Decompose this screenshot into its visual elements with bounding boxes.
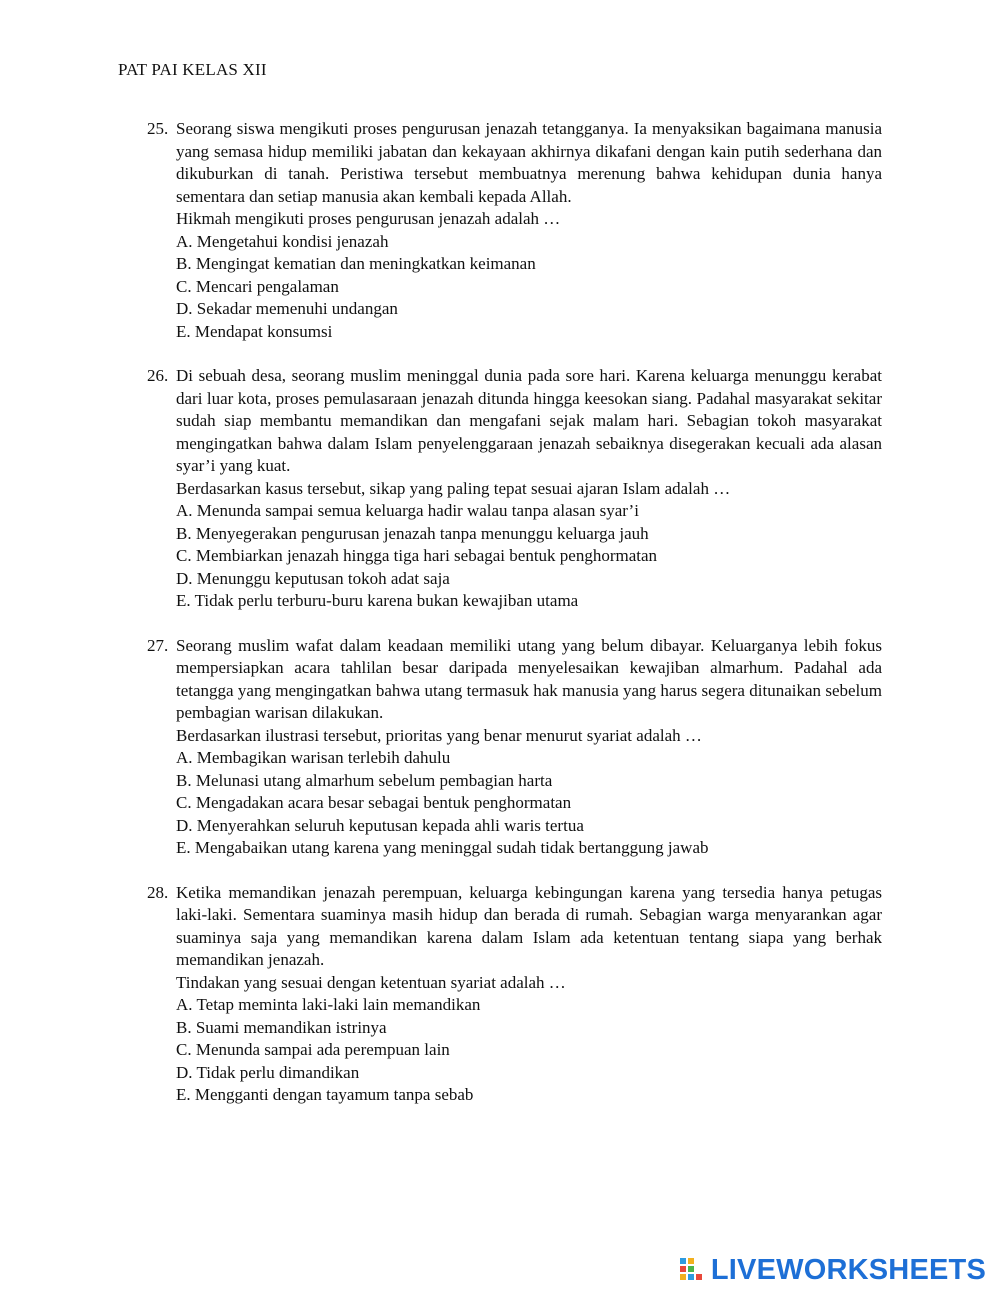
- option-c[interactable]: C. Mencari pengalaman: [176, 276, 339, 296]
- question-number: 28.: [147, 882, 169, 902]
- liveworksheets-logo-icon: [679, 1257, 707, 1285]
- question-number: 26.: [147, 366, 169, 385]
- answer-options: [176, 747, 882, 860]
- page-header: [118, 60, 267, 80]
- option-b[interactable]: B. Mengingat kematian dan meningkatkan keimanan: [176, 254, 536, 273]
- question-26: [147, 365, 882, 613]
- question-28: [147, 882, 882, 1107]
- option-d[interactable]: D. Sekadar memenuhi undangan: [176, 299, 398, 318]
- option-a[interactable]: A. Mengetahui kondisi jenazah: [176, 231, 389, 251]
- question-prompt: Hikmah mengikuti proses pengurusan jenazah adalah …: [176, 209, 561, 228]
- answer-options: [176, 231, 882, 344]
- question-prompt: Berdasarkan kasus tersebut, sikap yang paling tepat sesuai ajaran Islam adalah …: [176, 478, 731, 498]
- question-27: [147, 635, 882, 860]
- liveworksheets-logo: [679, 1254, 986, 1287]
- answer-options: [176, 500, 882, 613]
- question-stem: Seorang siswa mengikuti proses pengurusan jenazah tetangganya. Ia menyaksikan bagaimana manusia yang semasa hidup memiliki jabatan dan kekayaan akhirnya dikafani dengan kain putih sederhana dan dikuburkan di tanah. Peristiwa tersebut membuatnya merenung bahwa kehidupan dunia hanya sementara dan setiap manusia akan kembali kepada Allah.: [176, 119, 882, 206]
- option-e[interactable]: E. Mendapat konsumsi: [176, 321, 333, 341]
- option-e[interactable]: E. Mengabaikan utang karena yang meninggal sudah tidak bertanggung jawab: [176, 838, 709, 857]
- question-prompt: Tindakan yang sesuai dengan ketentuan syariat adalah …: [176, 972, 566, 992]
- option-d[interactable]: D. Menyerahkan seluruh keputusan kepada ahli waris tertua: [176, 815, 584, 835]
- option-c[interactable]: C. Membiarkan jenazah hingga tiga hari sebagai bentuk penghormatan: [176, 546, 658, 565]
- question-25: [147, 118, 882, 343]
- question-stem: Seorang muslim wafat dalam keadaan memiliki utang yang belum dibayar. Keluarganya lebih fokus mempersiapkan acara tahlilan besar daripada menyelesaikan kewajiban almarhum. Padahal ada tetangga yang mengingatkan bahwa utang termasuk hak manusia yang harus segera ditunaikan sebelum pembagian warisan dilakukan.: [176, 635, 882, 722]
- question-stem: Di sebuah desa, seorang muslim meninggal dunia pada sore hari. Karena keluarga menunggu kerabat dari luar kota, proses pemulasaraan jenazah ditunda hingga keesokan siang. Padahal masyarakat sekitar sudah siap membantu memandikan dan mengafani sejak malam hari. Sebagian tokoh masyarakat mengingatkan bahwa dalam Islam penyelenggaraan jenazah sebaiknya disegerakan kecuali ada alasan syar’i yang kuat.: [176, 366, 882, 475]
- option-b[interactable]: B. Menyegerakan pengurusan jenazah tanpa menunggu keluarga jauh: [176, 523, 649, 543]
- question-number: 25.: [147, 119, 169, 138]
- option-b[interactable]: B. Suami memandikan istrinya: [176, 1017, 387, 1037]
- question-stem: Ketika memandikan jenazah perempuan, keluarga kebingungan karena yang tersedia hanya petugas laki-laki. Sementara suaminya masih hidup dan berada di rumah. Sebagian warga menyarankan agar suaminya saja yang memandikan karena dalam Islam ada ketentuan tentang siapa yang berhak memandikan jenazah.: [176, 882, 882, 969]
- question-prompt: Berdasarkan ilustrasi tersebut, prioritas yang benar menurut syariat adalah …: [176, 725, 702, 745]
- option-a[interactable]: A. Tetap meminta laki-laki lain memandikan: [176, 995, 481, 1014]
- page-title: PAT PAI KELAS XII: [118, 60, 267, 79]
- option-c[interactable]: C. Menunda sampai ada perempuan lain: [176, 1040, 450, 1059]
- option-a[interactable]: A. Menunda sampai semua keluarga hadir walau tanpa alasan syar’i: [176, 501, 639, 520]
- option-c[interactable]: C. Mengadakan acara besar sebagai bentuk penghormatan: [176, 793, 572, 812]
- option-d[interactable]: D. Tidak perlu dimandikan: [176, 1062, 360, 1082]
- option-b[interactable]: B. Melunasi utang almarhum sebelum pembagian harta: [176, 770, 553, 790]
- question-number: 27.: [147, 635, 169, 655]
- answer-options: [176, 994, 882, 1107]
- option-e[interactable]: E. Tidak perlu terburu-buru karena bukan kewajiban utama: [176, 591, 579, 610]
- option-e[interactable]: E. Mengganti dengan tayamum tanpa sebab: [176, 1085, 474, 1104]
- liveworksheets-logo-text: LIVEWORKSHEETS: [710, 1254, 986, 1286]
- question-list: [147, 118, 882, 1129]
- option-d[interactable]: D. Menunggu keputusan tokoh adat saja: [176, 568, 450, 588]
- option-a[interactable]: A. Membagikan warisan terlebih dahulu: [176, 748, 451, 767]
